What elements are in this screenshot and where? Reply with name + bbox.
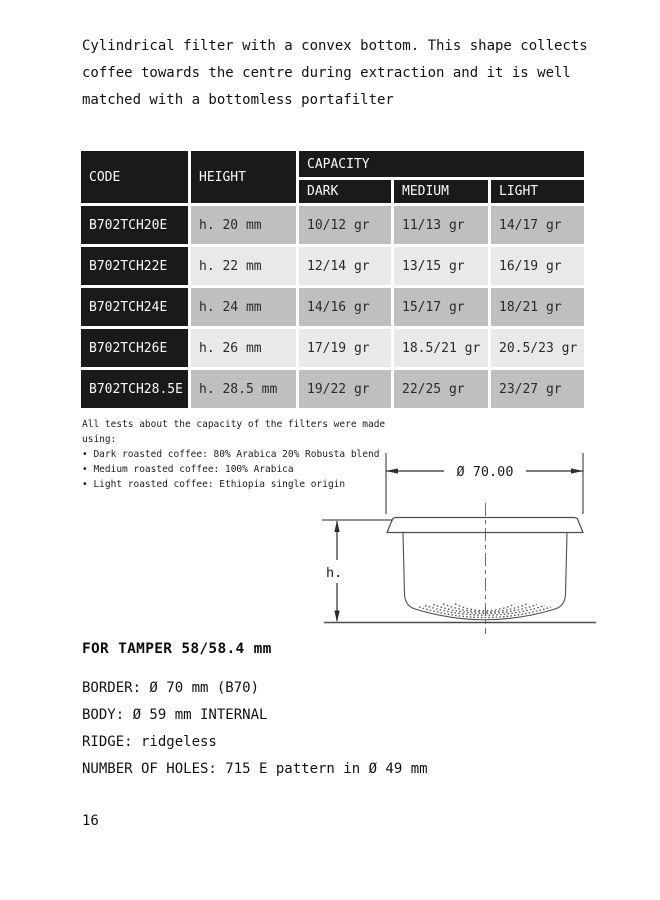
spec-line-holes: NUMBER OF HOLES: 715 E pattern in Ø 49 mm (82, 761, 428, 777)
table-cell-light: 18/21 gr (491, 288, 584, 326)
note-bullet: • Dark roasted coffee: 80% Arabica 20% Robusta blend (82, 449, 380, 460)
page-number: 16 (82, 813, 99, 829)
table-cell-light: 23/27 gr (491, 370, 584, 408)
table-cell-dark: 12/14 gr (299, 247, 391, 285)
diameter-label: Ø 70.00 (456, 464, 514, 480)
table-cell-light: 14/17 gr (491, 206, 584, 244)
column-header-height: HEIGHT (191, 151, 296, 203)
table-cell-medium: 22/25 gr (394, 370, 488, 408)
spec-list (82, 675, 562, 783)
spec-line-body: BODY: Ø 59 mm INTERNAL (82, 707, 268, 723)
arrow-up-icon (334, 521, 339, 533)
filter-diagram (315, 448, 607, 642)
column-header-code: CODE (81, 151, 188, 203)
table-cell-dark: 19/22 gr (299, 370, 391, 408)
column-header-dark: DARK (299, 180, 391, 203)
table-cell-code: B702TCH20E (81, 206, 188, 244)
note-bullet: • Light roasted coffee: Ethiopia single origin (82, 479, 346, 490)
table-cell-code: B702TCH24E (81, 288, 188, 326)
table-cell-height: h. 22 mm (191, 247, 296, 285)
table-cell-code: B702TCH28.5E (81, 370, 188, 408)
table-cell-code: B702TCH26E (81, 329, 188, 367)
table-cell-medium: 15/17 gr (394, 288, 488, 326)
arrow-down-icon (334, 611, 339, 623)
table-cell-dark: 14/16 gr (299, 288, 391, 326)
spec-line-ridge: RIDGE: ridgeless (82, 734, 217, 750)
table-cell-height: h. 26 mm (191, 329, 296, 367)
table-cell-light: 20.5/23 gr (491, 329, 584, 367)
table-cell-medium: 18.5/21 gr (394, 329, 488, 367)
tamper-heading: FOR TAMPER 58/58.4 mm (82, 641, 272, 657)
notes-title: All tests about the capacity of the filters were made using: (82, 419, 386, 445)
table-cell-dark: 17/19 gr (299, 329, 391, 367)
table-cell-dark: 10/12 gr (299, 206, 391, 244)
spec-line-border: BORDER: Ø 70 mm (B70) (82, 680, 260, 696)
arrow-left-icon (386, 468, 398, 473)
filter-spec-table (81, 151, 584, 408)
table-cell-light: 16/19 gr (491, 247, 584, 285)
table-cell-height: h. 20 mm (191, 206, 296, 244)
table-cell-code: B702TCH22E (81, 247, 188, 285)
table-cell-medium: 11/13 gr (394, 206, 488, 244)
table-cell-medium: 13/15 gr (394, 247, 488, 285)
table-cell-height: h. 24 mm (191, 288, 296, 326)
intro-paragraph: Cylindrical filter with a convex bottom. This shape collects coffee towards the centre during extraction and it is well matched with a bottomless portafilter (82, 38, 588, 108)
table-cell-height: h. 28.5 mm (191, 370, 296, 408)
note-bullet: • Medium roasted coffee: 100% Arabica (82, 464, 294, 475)
column-header-medium: MEDIUM (394, 180, 488, 203)
column-header-capacity: CAPACITY (299, 151, 584, 177)
column-header-light: LIGHT (491, 180, 584, 203)
arrow-right-icon (571, 468, 583, 473)
filter-rim (387, 518, 583, 533)
height-label: h. (326, 565, 343, 581)
